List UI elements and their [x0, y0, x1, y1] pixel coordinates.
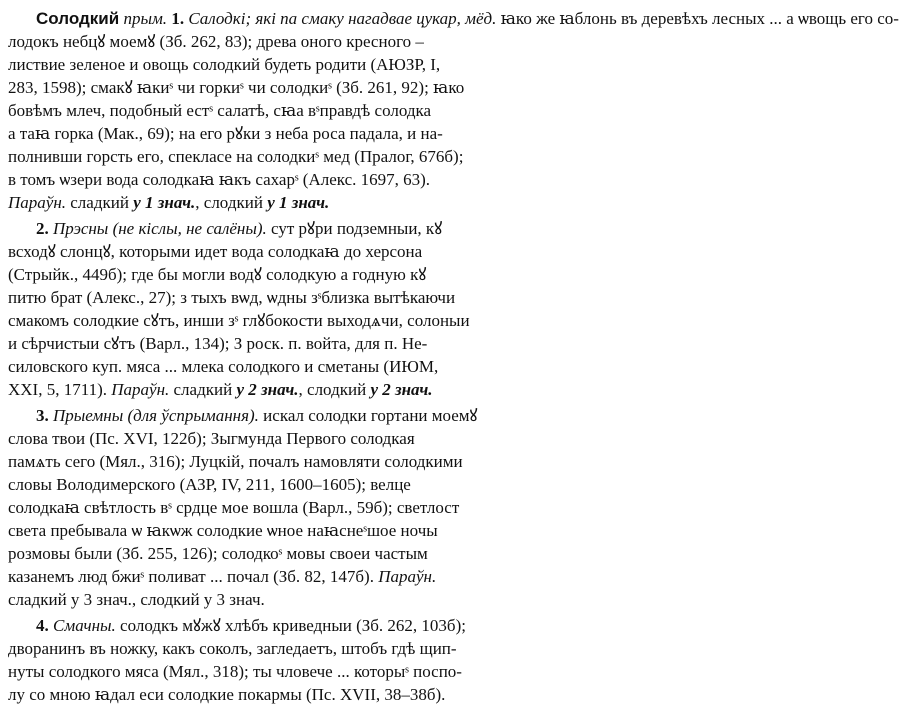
citation-line: слова твои (Пс. XVI, 122б); Зыгмунда Первого солодкая — [8, 429, 415, 448]
citation-line: лодокъ небцꙋ моемꙋ (Зб. 262, 83); древа оного кресного – — [8, 32, 424, 51]
sense-3-line-1 — [8, 404, 596, 427]
parallel-word: слодкий — [203, 193, 268, 212]
parallel-prefix: Параўн. — [111, 380, 170, 399]
sense-2-line-1 — [8, 217, 596, 240]
sense-1-line-1 — [8, 7, 899, 30]
sense-number: 1. — [171, 9, 185, 28]
parallel-line — [8, 191, 596, 214]
parallel-prefix: Параўн. — [8, 193, 67, 212]
citation-line: листвие зеленое и овощь солодкий будеть родити (АЮЗР, І, — [8, 55, 441, 74]
citation-line-with-parallel — [8, 378, 596, 401]
citation-line: и сѣрчистыи сꙋтъ (Варл., 134); З роск. п. войта, для п. Не- — [8, 334, 428, 353]
citation-line: света пребывала ѡ ꙗкѡж солодкие ѡное наꙗснеˢшое ночы — [8, 521, 438, 540]
parallel-sep: , — [195, 193, 204, 212]
citation-text: XXI, 5, 1711). — [8, 380, 107, 399]
citation-line: словы Володимерского (АЗР, IV, 211, 1600–1605); велце — [8, 475, 411, 494]
parallel-word: сладкий — [169, 380, 237, 399]
sense-4 — [8, 614, 596, 706]
parallel-ref: у 2 знач. — [370, 380, 433, 399]
sense-definition: Прэсны (не кіслы, не салёны). — [53, 219, 267, 238]
citation-line: в томъ ѡзери вода солодкаꙗ ꙗкъ сахарˢ (Алекс. 1697, 63). — [8, 170, 431, 189]
parallel-prefix: Параўн. — [378, 567, 437, 586]
citation-line: нуты солодкого мяса (Мял., 318); ты чловече ... которыˢ поспо- — [8, 662, 462, 681]
sense-number: 4. — [36, 616, 49, 635]
citation-text: казанемъ люд бжиˢ поливат ... почал (Зб. 82, 147б). — [8, 567, 374, 586]
citation-line: бовѣмъ млеч, подобный естˢ салатѣ, сꙗа вˢправдѣ солодка — [8, 101, 432, 120]
citation-line: розмовы были (Зб. 255, 126); солодкоˢ мовы своеи частым — [8, 544, 428, 563]
sense-2 — [8, 217, 596, 401]
parallel-sep: , — [298, 380, 308, 399]
citation-text: сут рꙋри подземныи, кꙋ — [266, 219, 443, 238]
sense-1 — [8, 7, 899, 214]
sense-4-line-1 — [8, 614, 596, 637]
headword: Солодкий — [36, 9, 120, 28]
parallel-line: сладкий у 3 знач., слодкий у 3 знач. — [8, 590, 265, 609]
parallel-word: слодкий — [307, 380, 371, 399]
citation-line: полнивши горсть его, спекласе на солодкиˢ мед (Пралог, 676б); — [8, 147, 464, 166]
parallel-ref: у 1 знач. — [133, 193, 196, 212]
citation-line: смакомъ солодкие сꙋтъ, инши зˢ глꙋбокости выходѧчи, солоныи — [8, 311, 470, 330]
citation-line: всходꙋ слонцꙋ, которыми идет вода солодкаꙗ до херсона — [8, 242, 423, 261]
citation-text: ꙗко же ꙗблонь въ деревѣхъ лесных ... а ѡвощь его со- — [496, 9, 899, 28]
citation-line: солодкаꙗ свѣтлость вˢ срдце мое вошла (Варл., 59б); светлост — [8, 498, 460, 517]
sense-definition: Смачны. — [53, 616, 116, 635]
citation-line: дворанинъ въ ножку, какъ соколъ, загледаетъ, штобъ гдѣ щип- — [8, 639, 457, 658]
parallel-ref: у 2 знач. — [236, 380, 299, 399]
citation-line-with-parallel — [8, 565, 596, 588]
part-of-speech: прым. — [123, 9, 168, 28]
citation-line: питю брат (Алекс., 27); з тыхъ вѡд, ѡдны зˢблизка вытѣкаючи — [8, 288, 456, 307]
citation-line: памѧть сего (Мял., 316); Луцкій, почалъ намовляти солодкими — [8, 452, 463, 471]
citation-text: солодкъ мꙋжꙋ хлѣбъ криведныи (Зб. 262, 103б); — [115, 616, 466, 635]
parallel-ref: у 1 знач. — [267, 193, 330, 212]
sense-3 — [8, 404, 596, 611]
citation-line: лу со мною ꙗдал еси солодкие покармы (Пс. XVII, 38–38б). — [8, 685, 446, 704]
sense-definition: Салодкі; які па смаку нагадвае цукар, мёд. — [188, 9, 497, 28]
citation-line: а таꙗ горка (Мак., 69); на его рꙋки з неба роса падала, и на- — [8, 124, 443, 143]
sense-number: 2. — [36, 219, 49, 238]
sense-number: 3. — [36, 406, 49, 425]
citation-line: силовского куп. мяса ... млека солодкого и сметаны (ИЮМ, — [8, 357, 439, 376]
sense-definition: Прыемны (для ўспрымання). — [53, 406, 259, 425]
parallel-word: сладкий — [66, 193, 134, 212]
citation-text: искал солодки гортани моемꙋ — [258, 406, 478, 425]
citation-line: 283, 1598); смакꙋ ꙗкиˢ чи горкиˢ чи солодкиˢ (Зб. 261, 92); ꙗко — [8, 78, 465, 97]
citation-line: (Стрыйк., 449б); где бы могли водꙋ солодкую а годную кꙋ — [8, 265, 427, 284]
